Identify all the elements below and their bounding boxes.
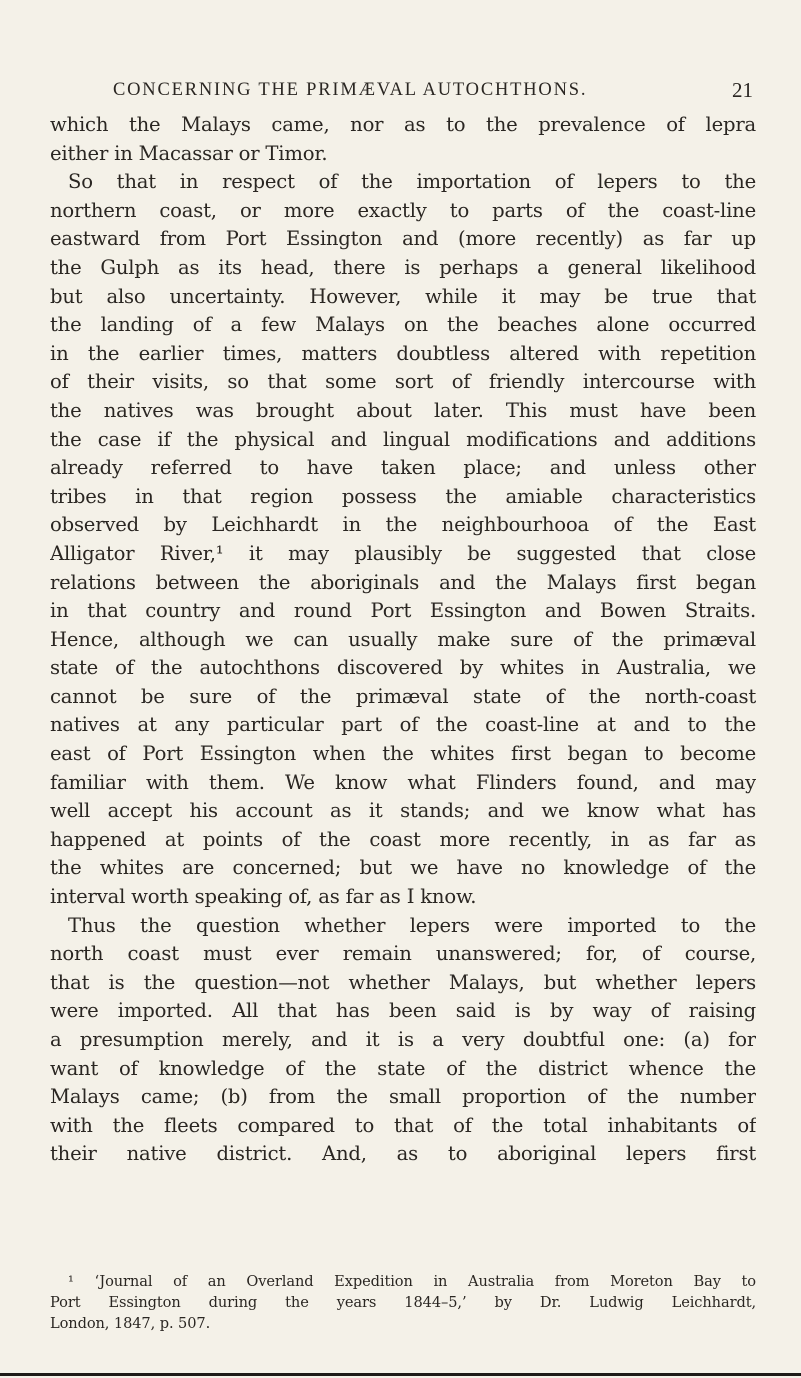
- footnote-line: Port Essington during the years 1844–5,’ by Dr. Ludwig Leichhardt,: [50, 1294, 756, 1311]
- text-line: tribes in that region possess the amiable characteristics: [50, 484, 756, 508]
- text-line: the Gulph as its head, there is perhaps a general likelihood: [50, 255, 756, 279]
- footnote-line: ¹ ‘Journal of an Overland Expedition in Australia from Moreton Bay to: [68, 1273, 756, 1290]
- text-line: familiar with them. We know what Flinders found, and may: [50, 770, 756, 794]
- text-line: with the fleets compared to that of the total inhabitants of: [50, 1113, 756, 1137]
- text-line: So that in respect of the importation of lepers to the: [68, 170, 756, 194]
- running-header: [113, 80, 753, 108]
- text-line: their native district. And, as to aboriginal lepers first: [50, 1142, 756, 1166]
- footnote: [50, 1271, 756, 1334]
- text-line: in the earlier times, matters doubtless altered with repetition: [50, 341, 756, 365]
- text-line: cannot be sure of the primæval state of the north-coast: [50, 684, 756, 708]
- footnote-line: London, 1847, p. 507.: [50, 1315, 211, 1332]
- text-line: Malays came; (b) from the small proportion of the number: [50, 1085, 756, 1109]
- text-line: which the Malays came, nor as to the prevalence of lepra: [50, 113, 756, 136]
- text-line: northern coast, or more exactly to parts of the coast-line: [50, 198, 756, 222]
- text-line: either in Macassar or Timor.: [50, 141, 328, 165]
- text-line: in that country and round Port Essington and Bowen Straits.: [50, 599, 756, 623]
- text-line: north coast must ever remain unanswered; for, of course,: [50, 942, 756, 966]
- text-line: of their visits, so that some sort of friendly intercourse with: [50, 370, 756, 394]
- text-line: relations between the aboriginals and the Malays first began: [50, 570, 756, 594]
- text-line: the whites are concerned; but we have no knowledge of the: [50, 856, 756, 880]
- text-line: interval worth speaking of, as far as I know.: [50, 885, 477, 909]
- text-line: the landing of a few Malays on the beaches alone occurred: [50, 313, 756, 337]
- text-line: east of Port Essington when the whites first began to become: [50, 742, 756, 766]
- text-line: but also uncertainty. However, while it may be true that: [50, 284, 756, 308]
- text-line: the natives was brought about later. This must have been: [50, 398, 756, 422]
- text-line: were imported. All that has been said is by way of raising: [50, 999, 756, 1023]
- text-line: Alligator River,¹ it may plausibly be suggested that close: [50, 541, 756, 565]
- body-text: [50, 111, 756, 1169]
- text-line: a presumption merely, and it is a very doubtful one: (a) for: [50, 1028, 756, 1051]
- running-title: CONCERNING THE PRIMÆVAL AUTOCHTHONS.: [113, 80, 588, 100]
- text-line: Hence, although we can usually make sure of the primæval: [50, 627, 756, 651]
- text-line: the case if the physical and lingual modifications and additions: [50, 427, 756, 451]
- text-line: want of knowledge of the state of the district whence the: [50, 1056, 756, 1080]
- text-line: natives at any particular part of the coast-line at and to the: [50, 713, 756, 737]
- text-line: well accept his account as it stands; and we know what has: [50, 799, 756, 823]
- text-line: Thus the question whether lepers were imported to the: [68, 913, 756, 937]
- text-line: already referred to have taken place; and unless other: [50, 456, 756, 480]
- text-line: happened at points of the coast more recently, in as far as: [50, 827, 756, 851]
- text-line: eastward from Port Essington and (more recently) as far up: [50, 227, 756, 251]
- page-number: 21: [732, 78, 753, 102]
- text-line: state of the autochthons discovered by whites in Australia, we: [50, 656, 756, 680]
- bottom-edge-rule: [0, 1373, 801, 1376]
- text-line: that is the question—not whether Malays, but whether lepers: [50, 970, 756, 994]
- text-line: observed by Leichhardt in the neighbourhooa of the East: [50, 513, 756, 537]
